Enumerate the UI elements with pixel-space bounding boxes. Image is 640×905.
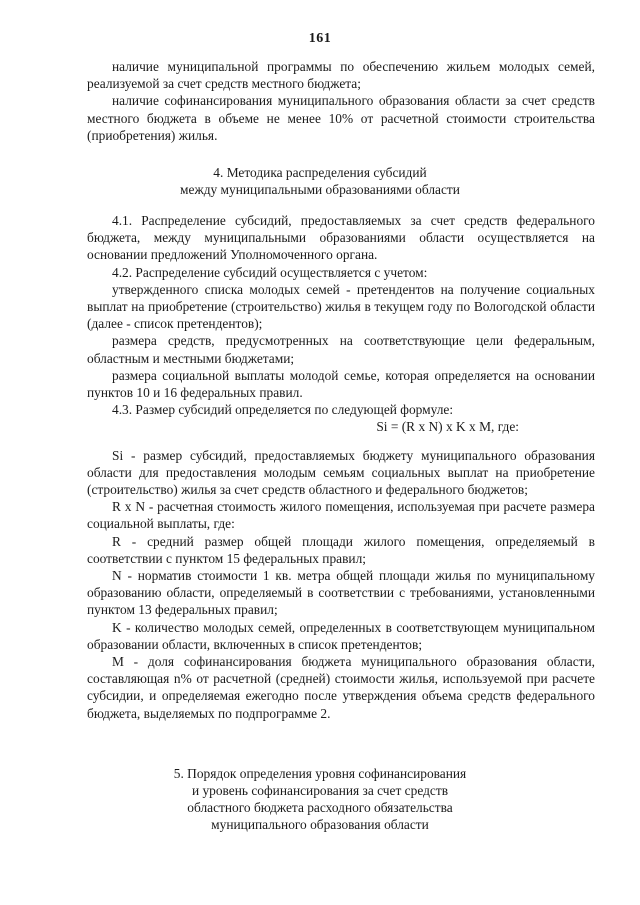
heading-line: муниципального образования области (211, 817, 429, 832)
formula: Si = (R x N) x K x M, где: (376, 419, 519, 435)
section-4-heading (0, 164, 640, 198)
definition: N - норматив стоимости 1 кв. метра общей площади жилья по муниципальному образованию области, определяемый в соответствии с требованиями, установленными пунктом 13 федеральных правил; (87, 568, 595, 618)
paragraph: 4.3. Размер субсидий определяется по следующей формуле: (112, 402, 454, 418)
definition: Si - размер субсидий, предоставляемых бюджету муниципального образования области для предоставления молодым семьям социальных выплат на приобретение (строительство) жилья за счет средств областного и федерального бюджетов; (87, 447, 595, 498)
page-number: 161 (308, 31, 332, 46)
heading-line: между муниципальными образованиями области (180, 182, 460, 197)
paragraph: 4.1. Распределение субсидий, предоставляемых за счет средств федерального бюджета, между муниципальными образованиями области осуществляется на основании предложений Уполномоченного органа. (87, 213, 595, 263)
definition: R - средний размер общей площади жилого помещения, определяемый в соответствии с пунктом 15 федеральных правил; (87, 533, 595, 566)
section-4-body (87, 212, 595, 722)
heading-line: областного бюджета расходного обязательства (187, 800, 453, 815)
definition: K - количество молодых семей, определенных в соответствующем муниципальном образовании области, включенных в список претендентов; (87, 619, 595, 652)
paragraph: размера средств, предусмотренных на соответствующие цели федеральным, областным и местными бюджетами; (87, 333, 595, 366)
heading-line: 5. Порядок определения уровня софинансирования (173, 766, 467, 781)
heading-line: и уровень софинансирования за счет средств (191, 783, 449, 798)
paragraph: утвержденного списка молодых семей - претендентов на получение социальных выплат на приобретение (строительство) жилья в текущем году по Вологодской области (далее - список претендентов); (87, 281, 595, 332)
section-5-heading (0, 765, 640, 833)
paragraph: наличие муниципальной программы по обеспечению жильем молодых семей, реализуемой за счет средств местного бюджета; (87, 59, 595, 92)
paragraph: наличие софинансирования муниципального образования области за счет средств местного бюджета в объеме не менее 10% от расчетной стоимости строительства (приобретения) жилья. (87, 93, 595, 143)
heading-line: 4. Методика распределения субсидий (213, 165, 427, 180)
paragraph: 4.2. Распределение субсидий осуществляется с учетом: (112, 264, 428, 280)
intro-block (87, 58, 595, 144)
definition: R x N - расчетная стоимость жилого помещения, используемая при расчете размера социальной выплаты, где: (87, 499, 595, 532)
paragraph: размера социальной выплаты молодой семье, которая определяется на основании пунктов 10 и 16 федеральных правил. (87, 367, 595, 401)
definition: M - доля софинансирования бюджета муниципального образования области, составляющая n% от расчетной (средней) стоимости жилья, используемой при расчете субсидии, и определяемая ежегодно после утверждения объема средств федерального бюджета, выделяемых по подпрограмме 2. (87, 654, 595, 721)
